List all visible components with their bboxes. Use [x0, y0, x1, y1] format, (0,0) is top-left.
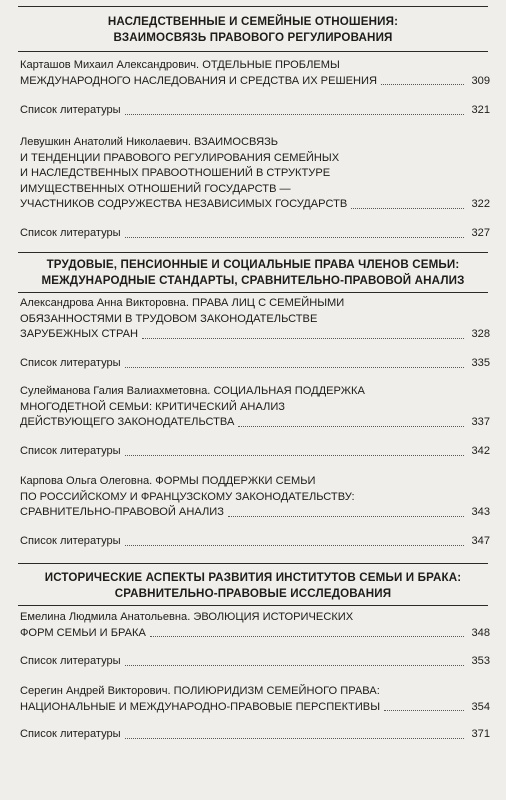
- entry-line: [20, 684, 490, 700]
- entry-line: [20, 727, 490, 743]
- entry-text: И ТЕНДЕНЦИИ ПРАВОВОГО РЕГУЛИРОВАНИЯ СЕМЕЙНЫХ: [20, 151, 340, 164]
- section-rule-top: [18, 6, 488, 7]
- entry-text: Список литературы: [20, 104, 121, 116]
- section-heading-line: СРАВНИТЕЛЬНО-ПРАВОВЫЕ ИССЛЕДОВАНИЯ: [114, 587, 392, 600]
- entry-line: [20, 327, 490, 343]
- leader-dots: [238, 425, 464, 427]
- entry-text: Список литературы: [20, 655, 121, 667]
- entry-text: Сулейманова Галия Валиахметовна. СОЦИАЛЬНАЯ ПОДДЕРЖКА: [20, 385, 365, 397]
- entry-line: [20, 626, 490, 642]
- entry-text: ДЕЙСТВУЮЩЕГО ЗАКОНОДАТЕЛЬСТВА: [20, 416, 235, 428]
- entry-line: [20, 384, 490, 400]
- bibliography-entry: [20, 444, 490, 460]
- leader-dots: [125, 544, 464, 546]
- section-heading: [18, 570, 488, 602]
- entry-text: И НАСЛЕДСТВЕННЫХ ПРАВООТНОШЕНИЙ В СТРУКТУРЕ: [20, 167, 331, 179]
- entry-text: ЗАРУБЕЖНЫХ СТРАН: [20, 328, 139, 340]
- entry-line: [20, 312, 490, 328]
- entry-text: ФОРМ СЕМЬИ И БРАКА: [20, 626, 146, 639]
- entry-text: Карташов Михаил Александрович. ОТДЕЛЬНЫЕ ПРОБЛЕМЫ: [20, 59, 340, 71]
- bibliography-entry: [20, 654, 490, 670]
- toc-entry: [20, 296, 490, 343]
- leader-dots: [125, 454, 464, 456]
- entry-text: Серегин Андрей Викторович. ПОЛИЮРИДИЗМ СЕМЕЙНОГО ПРАВА:: [20, 685, 380, 697]
- page-number: 354: [471, 700, 490, 713]
- leader-dots: [142, 337, 464, 339]
- entry-text: УЧАСТНИКОВ СОДРУЖЕСТВА НЕЗАВИСИМЫХ ГОСУДАРСТВ: [20, 198, 348, 210]
- page-number: 327: [471, 227, 490, 239]
- entry-text: ПО РОССИЙСКОМУ И ФРАНЦУЗСКОМУ ЗАКОНОДАТЕЛЬСТВУ:: [20, 490, 355, 503]
- leader-dots: [125, 737, 464, 739]
- toc-entry: [20, 610, 490, 641]
- leader-dots: [125, 664, 464, 666]
- entry-text: Список литературы: [20, 445, 121, 457]
- toc-entry: [20, 384, 490, 431]
- page-number: 309: [471, 74, 490, 87]
- page-number: 322: [471, 198, 490, 210]
- entry-text: Емелина Людмила Анатольевна. ЭВОЛЮЦИЯ ИСТОРИЧЕСКИХ: [20, 611, 354, 623]
- entry-text: Список литературы: [20, 357, 121, 369]
- section-rule-bottom: [18, 605, 488, 606]
- section-rule-top: [18, 252, 488, 253]
- entry-line: [20, 474, 490, 490]
- bibliography-entry: [20, 534, 490, 550]
- entry-text: ИМУЩЕСТВЕННЫХ ОТНОШЕНИЙ ГОСУДАРСТВ —: [20, 182, 291, 195]
- page-number: 321: [471, 104, 490, 116]
- bibliography-entry: [20, 356, 490, 372]
- leader-dots: [384, 709, 464, 711]
- entry-line: [20, 182, 490, 198]
- entry-line: [20, 356, 490, 372]
- leader-dots: [381, 83, 464, 85]
- entry-text: МНОГОДЕТНОЙ СЕМЬИ: КРИТИЧЕСКИЙ АНАЛИЗ: [20, 400, 285, 413]
- entry-line: [20, 534, 490, 550]
- section-heading-line: НАСЛЕДСТВЕННЫЕ И СЕМЕЙНЫЕ ОТНОШЕНИЯ:: [107, 15, 399, 28]
- section-heading-line: ИСТОРИЧЕСКИЕ АСПЕКТЫ РАЗВИТИЯ ИНСТИТУТОВ СЕМЬИ И БРАКА:: [44, 571, 462, 584]
- entry-line: [20, 296, 490, 312]
- toc-entry: [20, 135, 490, 213]
- entry-line: [20, 610, 490, 626]
- entry-line: [20, 700, 490, 716]
- leader-dots: [125, 113, 464, 115]
- entry-text: ОБЯЗАННОСТЯМИ В ТРУДОВОМ ЗАКОНОДАТЕЛЬСТВЕ: [20, 312, 318, 325]
- leader-dots: [125, 366, 464, 368]
- entry-line: [20, 135, 490, 151]
- entry-line: [20, 444, 490, 460]
- bibliography-entry: [20, 727, 490, 743]
- page-number: 371: [471, 728, 490, 740]
- entry-line: [20, 151, 490, 167]
- entry-line: [20, 490, 490, 506]
- entry-line: [20, 226, 490, 242]
- entry-text: НАЦИОНАЛЬНЫЕ И МЕЖДУНАРОДНО-ПРАВОВЫЕ ПЕРСПЕКТИВЫ: [20, 700, 381, 713]
- entry-text: МЕЖДУНАРОДНОГО НАСЛЕДОВАНИЯ И СРЕДСТВА ИХ РЕШЕНИЯ: [20, 74, 378, 87]
- page-number: 348: [471, 626, 490, 639]
- entry-line: [20, 74, 490, 90]
- leader-dots: [125, 236, 464, 238]
- page-number: 335: [471, 357, 490, 369]
- page-number: 347: [471, 535, 490, 547]
- toc-entry: [20, 474, 490, 521]
- section-rule-bottom: [18, 292, 488, 293]
- entry-text: Список литературы: [20, 728, 121, 740]
- entry-text: Александрова Анна Викторовна. ПРАВА ЛИЦ С СЕМЕЙНЫМИ: [20, 297, 345, 309]
- section-heading: [18, 257, 488, 289]
- section-heading-line: ВЗАИМОСВЯЗЬ ПРАВОВОГО РЕГУЛИРОВАНИЯ: [113, 31, 393, 44]
- entry-line: [20, 505, 490, 521]
- entry-text: СРАВНИТЕЛЬНО-ПРАВОВОЙ АНАЛИЗ: [20, 506, 224, 518]
- page-number: 353: [471, 655, 490, 667]
- section-heading-line: ТРУДОВЫЕ, ПЕНСИОННЫЕ И СОЦИАЛЬНЫЕ ПРАВА ЧЛЕНОВ СЕМЬИ:: [46, 258, 460, 271]
- entry-text: Список литературы: [20, 535, 121, 547]
- section-heading-line: МЕЖДУНАРОДНЫЕ СТАНДАРТЫ, СРАВНИТЕЛЬНО-ПРАВОВОЙ АНАЛИЗ: [41, 274, 465, 287]
- leader-dots: [351, 207, 464, 209]
- entry-line: [20, 166, 490, 182]
- section-rule-bottom: [18, 51, 488, 52]
- toc-entry: [20, 58, 490, 89]
- page-number: 328: [471, 328, 490, 340]
- entry-line: [20, 654, 490, 670]
- section-rule-top: [18, 563, 488, 564]
- entry-line: [20, 197, 490, 213]
- page-number: 337: [471, 416, 490, 428]
- page-number: 342: [471, 445, 490, 457]
- entry-text: Карпова Ольга Олеговна. ФОРМЫ ПОДДЕРЖКИ СЕМЬИ: [20, 475, 316, 487]
- toc-entry: [20, 684, 490, 715]
- entry-text: Список литературы: [20, 227, 121, 239]
- page-number: 343: [471, 506, 490, 518]
- bibliography-entry: [20, 103, 490, 119]
- entry-text: Левушкин Анатолий Николаевич. ВЗАИМОСВЯЗЬ: [20, 136, 279, 148]
- entry-line: [20, 400, 490, 416]
- leader-dots: [228, 515, 464, 517]
- entry-line: [20, 415, 490, 431]
- entry-line: [20, 58, 490, 74]
- leader-dots: [150, 635, 464, 637]
- bibliography-entry: [20, 226, 490, 242]
- section-heading: [18, 14, 488, 46]
- entry-line: [20, 103, 490, 119]
